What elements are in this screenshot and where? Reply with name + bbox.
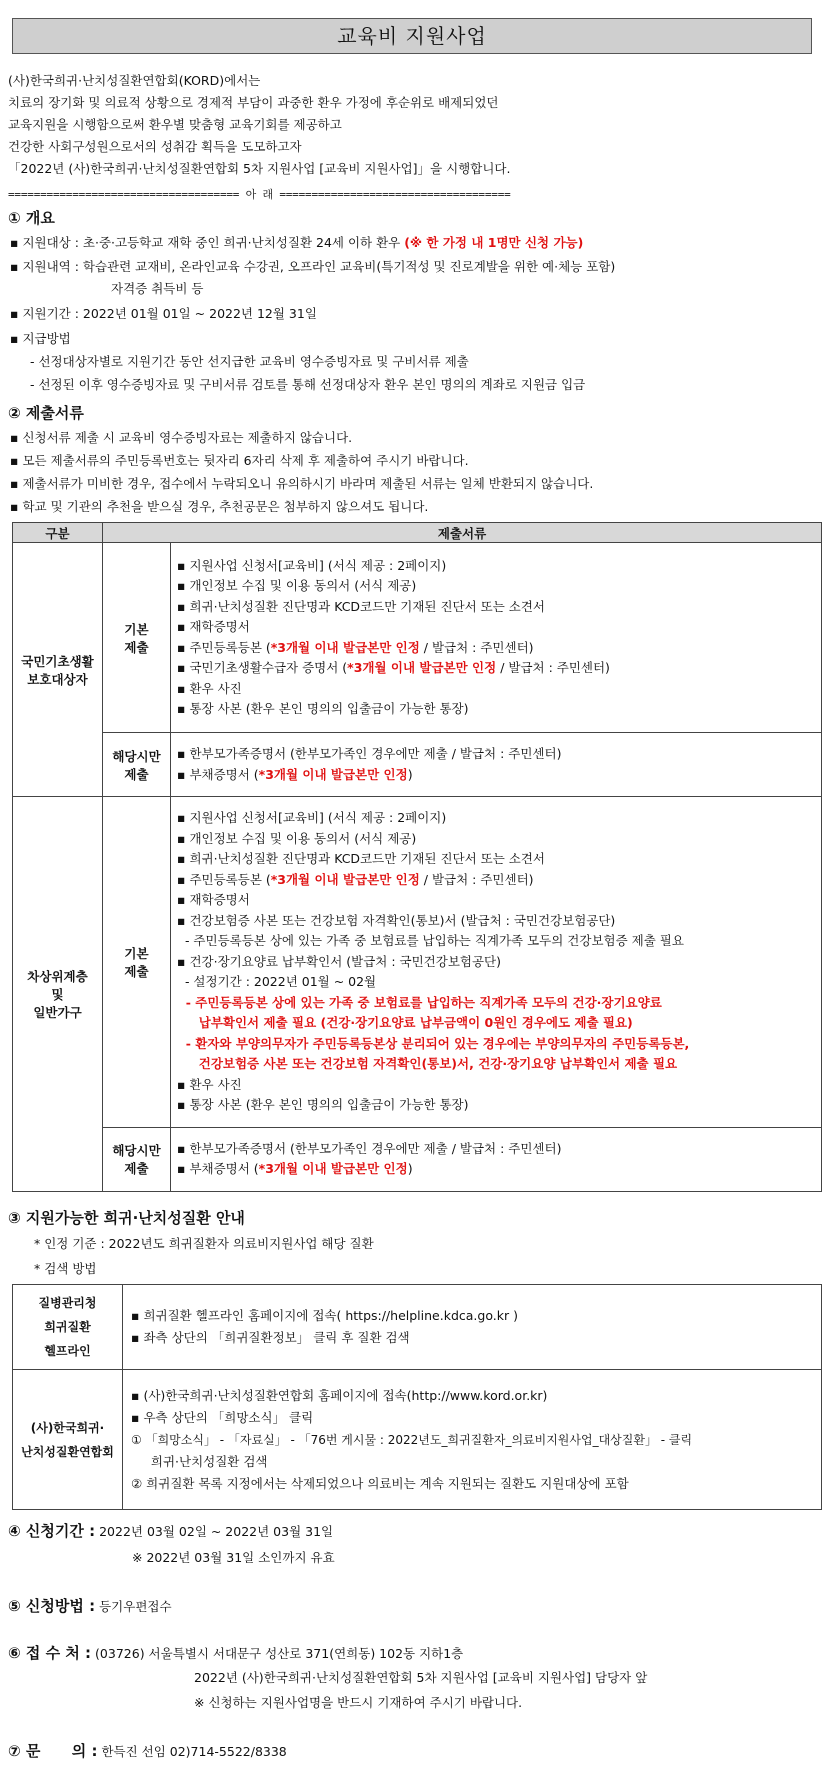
doc-item-text: ▪ 재학증명서 — [177, 892, 250, 908]
doc-item-text: ▪ 통장 사본 (환우 본인 명의의 입출금이 가능한 통장) — [177, 1097, 469, 1113]
receiving-office — [8, 1642, 463, 1663]
doc-item-text: ▪ 지원사업 신청서[교육비] (서식 제공 : 2페이지) — [177, 810, 447, 826]
application-method — [8, 1595, 172, 1616]
doc-item — [177, 1139, 815, 1160]
group-basic-livelihood: 국민기초생활 보호대상자 — [13, 543, 103, 797]
doc-item-text: ▪ 주민등록등본 ( — [177, 639, 271, 655]
office-note: ※ 신청하는 지원사업명을 반드시 기재하여 주시기 바랍니다. — [194, 1695, 523, 1710]
page-title: 교육비 지원사업 — [12, 18, 812, 54]
section-overview-heading: ① 개요 — [8, 209, 55, 227]
doc-item — [177, 972, 815, 993]
period-label: ④ 신청기간 : — [8, 1522, 96, 1540]
target-label: ▪ 지원대상 : 초·중·고등학교 재학 중인 희귀·난치성질환 24세 이하 환우 — [10, 235, 405, 250]
helpline-step: ▪ 좌측 상단의 「희귀질환정보」 클릭 후 질환 검색 — [131, 1330, 410, 1345]
doc-item — [177, 808, 815, 829]
method-sub-2: - 선정된 이후 영수증빙자료 및 구비서류 검토를 통해 선정대상자 환우 본인 명의의 계좌로 지원금 입금 — [30, 377, 586, 392]
doc-note: ▪ 모든 제출서류의 주민등록번호는 뒷자리 6자리 삭제 후 제출하여 주시기 바랍니다. — [10, 453, 469, 468]
kord-step: ① 「희망소식」 - 「자료실」 - 「76번 게시물 : 2022년도_희귀질환자_의료비지원사업_대상질환」 - 클릭 — [131, 1432, 693, 1447]
doc-item — [177, 849, 815, 870]
doc-item-text: - 설정기간 : 2022년 01월 ~ 02월 — [177, 974, 377, 990]
doc-note: ▪ 학교 및 기관의 추천을 받으실 경우, 추천공문은 첨부하지 않으셔도 됩니다. — [10, 499, 429, 514]
method-value: 등기우편접수 — [99, 1599, 172, 1614]
intro-paragraph — [8, 70, 828, 180]
contact — [8, 1740, 287, 1761]
doc-item-text: ▪ 재학증명서 — [177, 619, 250, 635]
doc-item-text: ▪ 건강·장기요양료 납부확인서 (발급처 : 국민건강보험공단) — [177, 953, 502, 969]
helpline-steps — [123, 1285, 822, 1370]
doc-item-text: ▪ 국민기초생활수급자 증명서 ( — [177, 660, 348, 676]
period-line: ▪ 지원기간 : 2022년 01월 01일 ~ 2022년 12월 31일 — [10, 306, 317, 321]
method-line: ▪ 지급방법 — [10, 331, 71, 346]
doc-item — [177, 993, 815, 1014]
org-helpline: 질병관리청 희귀질환 헬프라인 — [13, 1285, 123, 1370]
doc-note: ▪ 신청서류 제출 시 교육비 영수증빙자료는 제출하지 않습니다. — [10, 430, 353, 445]
method-sub-1: - 선정대상자별로 지원기간 동안 선지급한 교육비 영수증빙자료 및 구비서류 제출 — [30, 354, 469, 369]
kord-step: ▪ (사)한국희귀·난치성질환연합회 홈페이지에 접속(http://www.kord.or.kr) — [131, 1387, 548, 1403]
kord-step: 희귀·난치성질환 검색 — [131, 1453, 268, 1469]
doc-item-text: ▪ 환우 사진 — [177, 680, 242, 696]
office-recipient: 2022년 (사)한국희귀·난치성질환연합회 5차 지원사업 [교육비 지원사업] 담당자 앞 — [194, 1670, 648, 1685]
doc-item — [177, 952, 815, 973]
separator: ==================================== 아 래 ==================================== — [8, 188, 511, 201]
content-line: ▪ 지원내역 : 학습관련 교재비, 온라인교육 수강권, 오프라인 교육비(특기적성 및 진로계발을 위한 예·체능 포함) — [10, 259, 616, 274]
target-line — [10, 232, 583, 254]
doc-item — [177, 744, 815, 765]
doc-item-text: ▪ 환우 사진 — [177, 1076, 242, 1092]
doc-item-text: ▪ 개인정보 수집 및 이용 동의서 (서식 제공) — [177, 830, 417, 846]
doc-item — [177, 658, 815, 679]
doc-item — [177, 617, 815, 638]
doc-item — [177, 597, 815, 618]
doc-item — [177, 679, 815, 700]
doc-item — [177, 1034, 815, 1055]
doc-item-tail: / 발급처 : 주민센터) — [496, 660, 610, 676]
doc-item-text: ▪ 희귀·난치성질환 진단명과 KCD코드만 기재된 진단서 또는 소견서 — [177, 598, 546, 614]
search-method-table — [12, 1284, 822, 1510]
doc-item — [177, 1095, 815, 1116]
doc-item-highlight: *3개월 이내 발급본만 인정 — [258, 1161, 408, 1177]
doc-item-highlight: *3개월 이내 발급본만 인정 — [347, 660, 497, 676]
doc-item-tail: / 발급처 : 주민센터) — [419, 871, 534, 887]
doc-item-tail: / 발급처 : 주민센터) — [419, 639, 534, 655]
contact-label: ⑦ 문 의 : — [8, 1742, 98, 1760]
doc-item — [177, 1054, 815, 1075]
documents-table — [12, 522, 822, 1192]
doc-list — [171, 1127, 822, 1191]
office-address: (03726) 서울특별시 서대문구 성산로 371(연희동) 102동 지하1층 — [95, 1646, 464, 1661]
kord-step: ▪ 우측 상단의 「희망소식」 클릭 — [131, 1409, 314, 1425]
method-label: ⑤ 신청방법 : — [8, 1597, 96, 1615]
table-header-docs: 제출서류 — [103, 523, 822, 543]
doc-item — [177, 829, 815, 850]
intro-line: 교육지원을 시행함으로써 환우별 맞춤형 교육기회를 제공하고 — [8, 117, 342, 132]
intro-line: 치료의 장기화 및 의료적 상황으로 경제적 부담이 과중한 환우 가정에 후순위로 배제되었던 — [8, 95, 499, 110]
conditional-submit-label: 해당시만 제출 — [103, 1127, 171, 1191]
criteria-line: * 인정 기준 : 2022년도 희귀질환자 의료비지원사업 해당 질환 — [34, 1236, 374, 1251]
doc-item-tail: ) — [407, 1161, 413, 1177]
doc-item-text: ▪ 개인정보 수집 및 이용 동의서 (서식 제공) — [177, 578, 417, 594]
doc-item-highlight: 건강보험증 사본 또는 건강보험 자격확인(통보)서, 건강·장기요양 납부확인서 제출 필요 — [177, 1056, 678, 1072]
doc-item — [177, 765, 815, 786]
doc-item-highlight: *3개월 이내 발급본만 인정 — [258, 766, 408, 782]
doc-item-text: ▪ 건강보험증 사본 또는 건강보험 자격확인(통보)서 (발급처 : 국민건강보험공단) — [177, 912, 616, 928]
doc-item-text: ▪ 한부모가족증명서 (한부모가족인 경우에만 제출 / 발급처 : 주민센터) — [177, 746, 562, 762]
target-note: (※ 한 가정 내 1명만 신청 가능) — [404, 235, 584, 250]
doc-item — [177, 638, 815, 659]
doc-item-highlight: *3개월 이내 발급본만 인정 — [270, 639, 420, 655]
doc-item-tail: ) — [407, 766, 413, 782]
doc-item — [177, 870, 815, 891]
application-period — [8, 1520, 333, 1541]
doc-item — [177, 576, 815, 597]
doc-item-text: ▪ 지원사업 신청서[교육비] (서식 제공 : 2페이지) — [177, 557, 447, 573]
doc-list — [171, 733, 822, 797]
kord-step: ② 희귀질환 목록 지정에서는 삭제되었으나 의료비는 계속 지원되는 질환도 지원대상에 포함 — [131, 1475, 629, 1491]
doc-item-text: ▪ 부채증명서 ( — [177, 766, 259, 782]
basic-submit-label: 기본 제출 — [103, 797, 171, 1127]
doc-item — [177, 1075, 815, 1096]
doc-item-text: ▪ 통장 사본 (환우 본인 명의의 입출금이 가능한 통장) — [177, 701, 469, 717]
doc-note: ▪ 제출서류가 미비한 경우, 접수에서 누락되오니 유의하시기 바라며 제출된 서류는 일체 반환되지 않습니다. — [10, 476, 594, 491]
doc-item — [177, 699, 815, 720]
doc-item-text: - 주민등록등본 상에 있는 가족 중 보험료를 납입하는 직계가족 모두의 건강보험증 제출 필요 — [177, 933, 684, 949]
doc-item — [177, 931, 815, 952]
kord-steps — [123, 1370, 822, 1510]
contact-value: 한득진 선임 02)714-5522/8338 — [101, 1744, 287, 1759]
doc-list — [171, 797, 822, 1127]
doc-item — [177, 556, 815, 577]
org-kord: (사)한국희귀· 난치성질환연합회 — [13, 1370, 123, 1510]
doc-item-text: ▪ 희귀·난치성질환 진단명과 KCD코드만 기재된 진단서 또는 소견서 — [177, 851, 546, 867]
intro-line: 건강한 사회구성원으로서의 성취감 획득을 도모하고자 — [8, 139, 302, 154]
period-note: ※ 2022년 03월 31일 소인까지 유효 — [132, 1550, 335, 1565]
section-disease-heading: ③ 지원가능한 희귀·난치성질환 안내 — [8, 1209, 245, 1227]
conditional-submit-label: 해당시만 제출 — [103, 733, 171, 797]
group-near-poverty: 차상위계층 및 일반가구 — [13, 797, 103, 1192]
doc-list — [171, 543, 822, 733]
doc-item — [177, 1159, 815, 1180]
doc-item — [177, 911, 815, 932]
doc-item-highlight: *3개월 이내 발급본만 인정 — [270, 871, 420, 887]
content-line-2: 자격증 취득비 등 — [111, 281, 204, 296]
office-label: ⑥ 접 수 처 : — [8, 1644, 92, 1662]
doc-item — [177, 890, 815, 911]
intro-line: 「2022년 (사)한국희귀·난치성질환연합회 5차 지원사업 [교육비 지원사업]」을 시행합니다. — [8, 161, 511, 176]
doc-item-highlight: - 주민등록등본 상에 있는 가족 중 보험료를 납입하는 직계가족 모두의 건강·장기요양료 — [177, 994, 662, 1010]
table-header-group: 구분 — [13, 523, 103, 543]
period-value: 2022년 03월 02일 ~ 2022년 03월 31일 — [99, 1524, 334, 1539]
doc-item-text: ▪ 부채증명서 ( — [177, 1161, 259, 1177]
doc-item-highlight: 납부확인서 제출 필요 (건강·장기요양료 납부금액이 0원인 경우에도 제출 필요) — [177, 1015, 633, 1031]
section-documents-heading: ② 제출서류 — [8, 404, 84, 422]
intro-line: (사)한국희귀·난치성질환연합회(KORD)에서는 — [8, 73, 261, 88]
helpline-step: ▪ 희귀질환 헬프라인 홈페이지에 접속( https://helpline.kdca.go.kr ) — [131, 1308, 518, 1323]
doc-item — [177, 1013, 815, 1034]
basic-submit-label: 기본 제출 — [103, 543, 171, 733]
doc-item-text: ▪ 주민등록등본 ( — [177, 871, 271, 887]
doc-item-text: ▪ 한부모가족증명서 (한부모가족인 경우에만 제출 / 발급처 : 주민센터) — [177, 1140, 562, 1156]
doc-item-highlight: - 환자와 부양의무자가 주민등록등본상 분리되어 있는 경우에는 부양의무자의 주민등록등본, — [177, 1035, 690, 1051]
search-method-line: * 검색 방법 — [34, 1261, 97, 1276]
